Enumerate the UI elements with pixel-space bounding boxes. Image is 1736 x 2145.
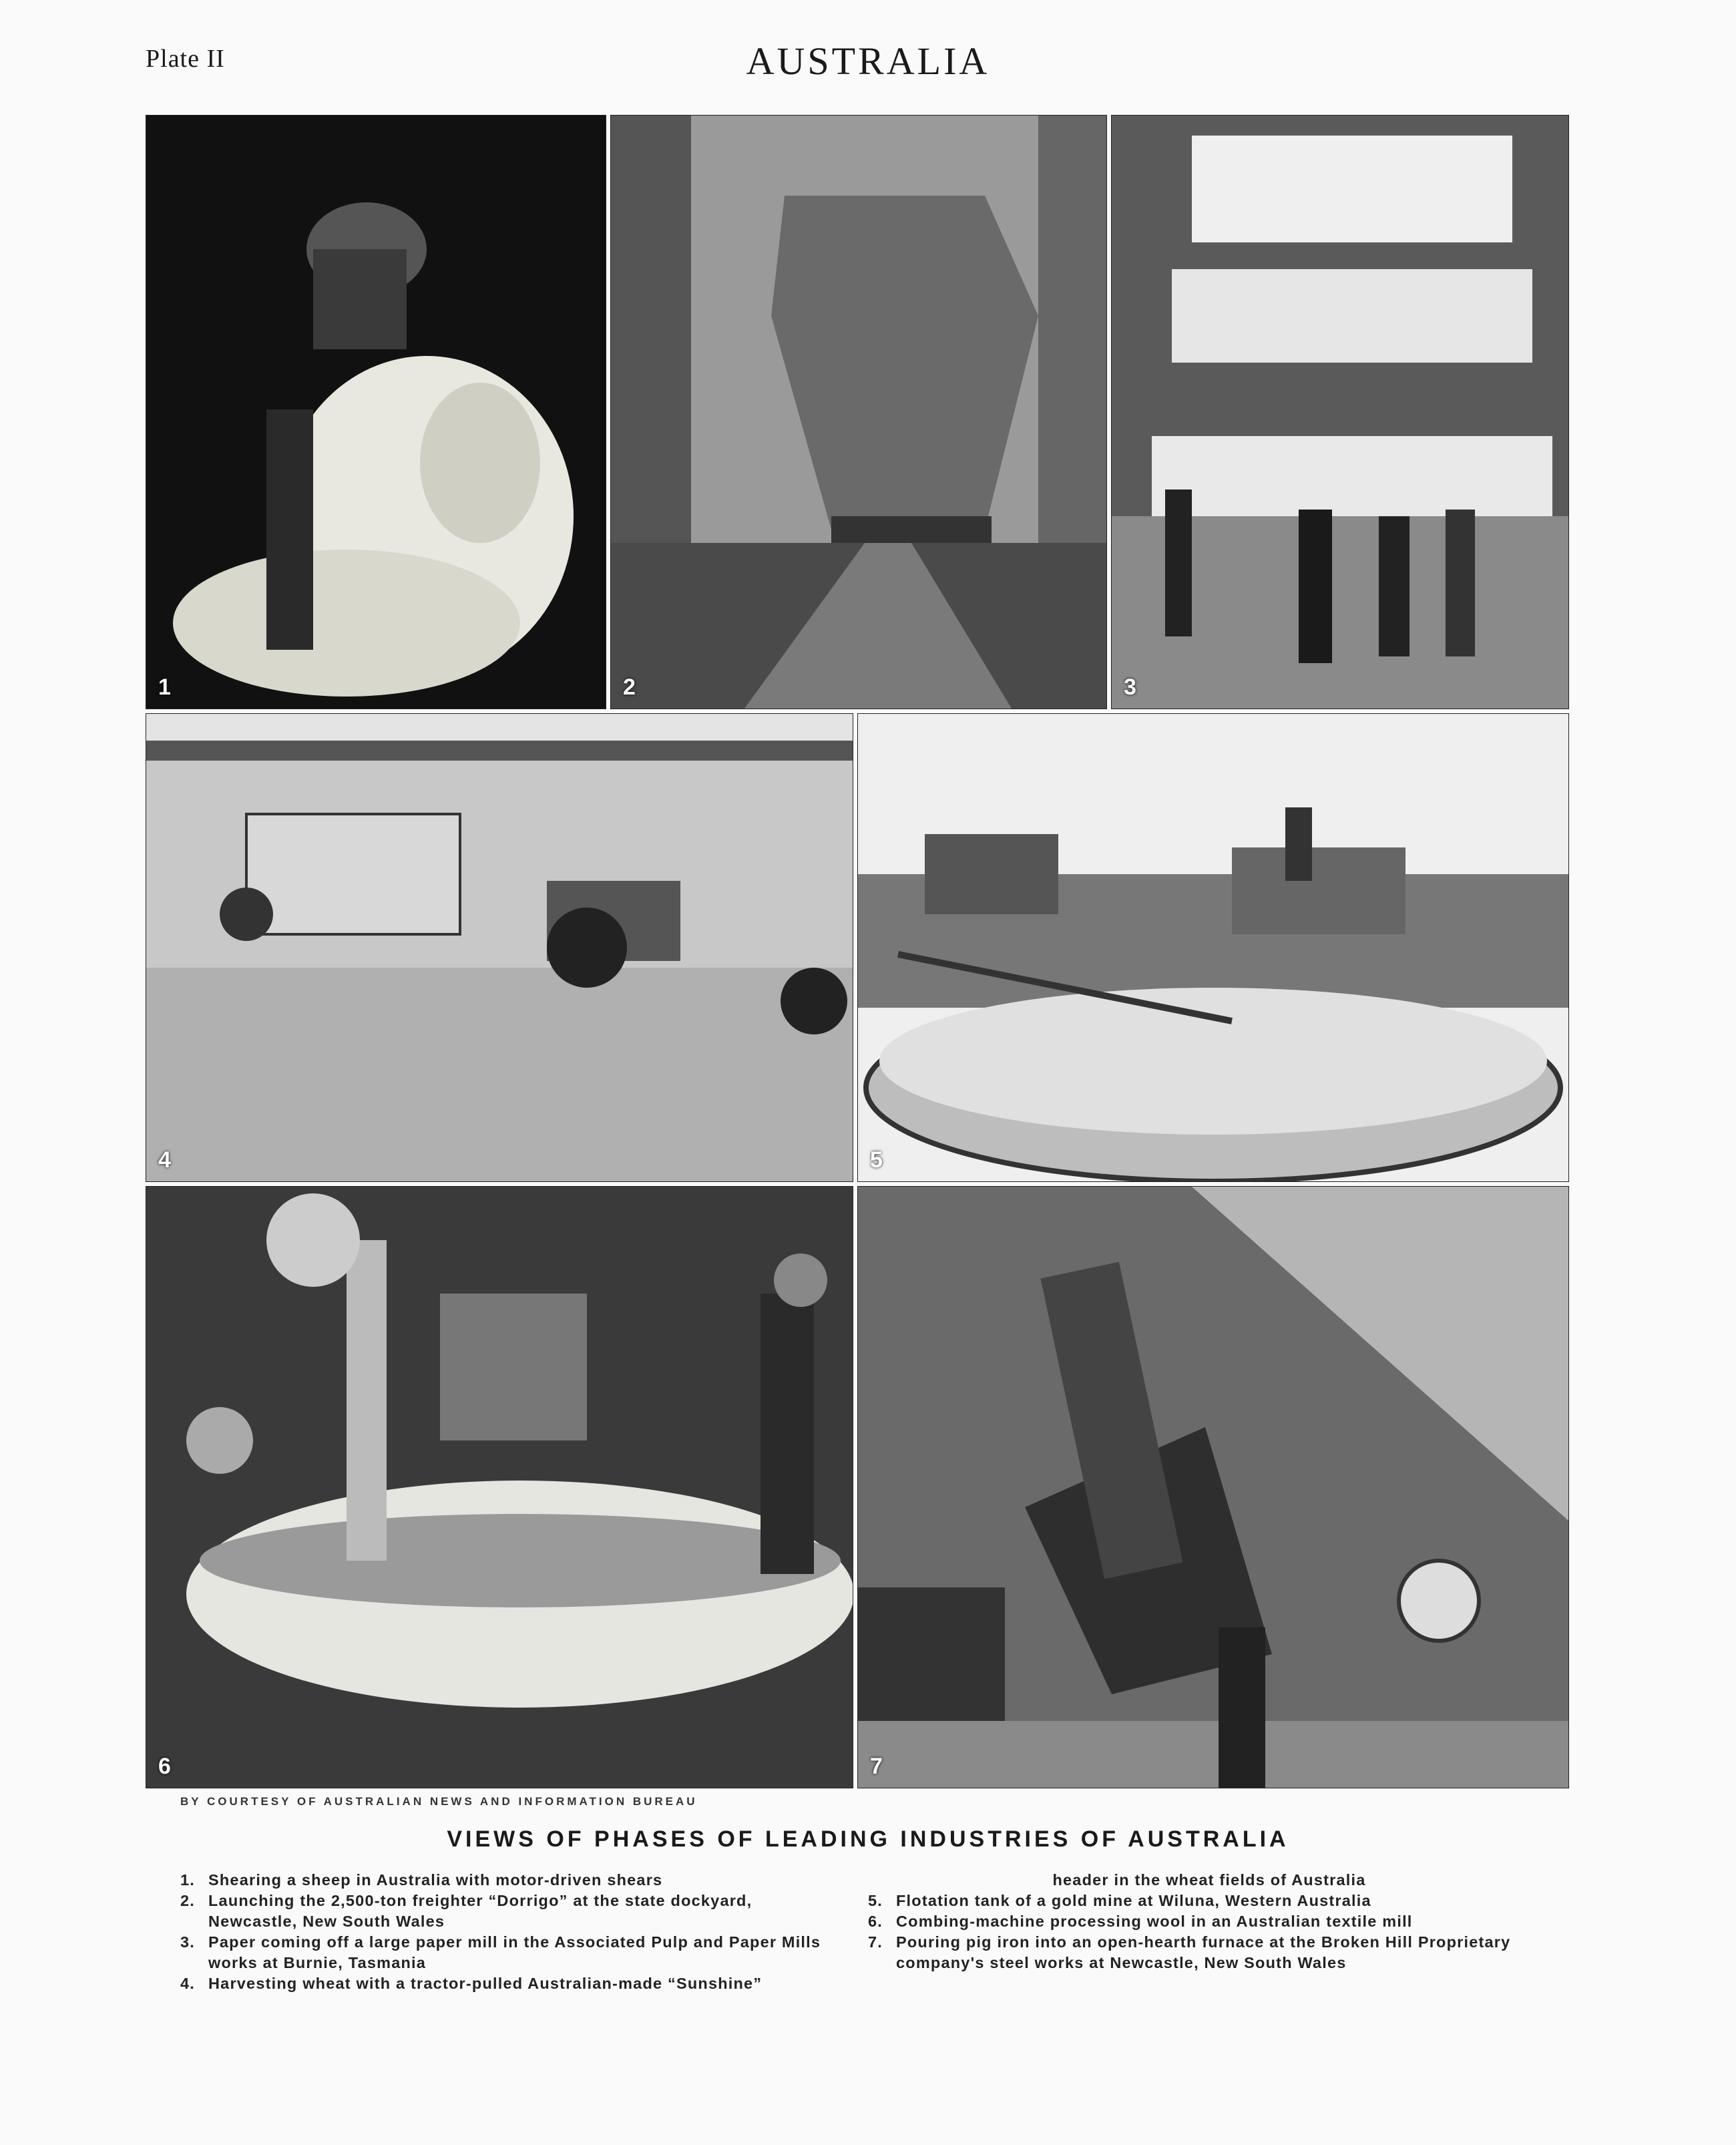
wheat-harvest-photo [146, 714, 853, 1181]
caption-6 [868, 1911, 1522, 1932]
photo-6 [146, 1186, 853, 1788]
caption-number: 1. [180, 1871, 195, 1889]
caption-2 [180, 1891, 841, 1932]
combing-machine-photo [146, 1187, 853, 1788]
photo-number: 6 [158, 1754, 171, 1779]
caption-number: 6. [868, 1913, 883, 1930]
photo-credit: BY COURTESY OF AUSTRALIAN NEWS AND INFORMATION BUREAU [180, 1795, 698, 1808]
caption-number: 3. [180, 1933, 195, 1951]
photo-number: 1 [158, 674, 171, 700]
captions-left-column [180, 1870, 841, 1994]
page-title: AUSTRALIA [746, 39, 990, 83]
caption-text: Combing-machine processing wool in an Australian textile mill [896, 1913, 1413, 1930]
photo-number: 5 [870, 1147, 883, 1173]
caption-7 [868, 1932, 1522, 1973]
photo-4 [146, 713, 853, 1182]
steel-works-photo [858, 1187, 1568, 1788]
caption-1 [180, 1870, 841, 1891]
caption-3 [180, 1932, 841, 1973]
photo-7 [857, 1186, 1569, 1788]
photo-5 [857, 713, 1569, 1182]
caption-text: Paper coming off a large paper mill in the Associated Pulp and Paper Mills works at Burnie, Tasmania [208, 1933, 821, 1971]
caption-number: 2. [180, 1892, 195, 1909]
sheep-shearing-photo [146, 116, 606, 709]
caption-text: Launching the 2,500-ton freighter “Dorrigo” at the state dockyard, Newcastle, New South Wales [208, 1892, 752, 1930]
caption-text: Flotation tank of a gold mine at Wiluna, Western Australia [896, 1892, 1371, 1909]
photo-number: 4 [158, 1147, 171, 1173]
caption-text: Shearing a sheep in Australia with motor-driven shears [208, 1871, 663, 1889]
captions-right-column [868, 1870, 1522, 1973]
caption-number: 7. [868, 1933, 883, 1951]
caption-number: 5. [868, 1892, 883, 1909]
plate-label: Plate II [146, 45, 225, 73]
photo-1 [146, 115, 606, 709]
photo-3 [1111, 115, 1569, 709]
captions-heading: VIEWS OF PHASES OF LEADING INDUSTRIES OF AUSTRALIA [447, 1826, 1289, 1852]
photo-number: 2 [623, 674, 636, 700]
caption-text: Harvesting wheat with a tractor-pulled Australian-made “Sunshine” [208, 1975, 763, 1992]
caption-number: 4. [180, 1975, 195, 1992]
photo-number: 7 [870, 1754, 883, 1779]
caption-text: Pouring pig iron into an open-hearth furnace at the Broken Hill Proprietary company's steel works at Newcastle, New South Wales [896, 1933, 1511, 1971]
flotation-tank-photo [858, 714, 1568, 1181]
photo-2 [610, 115, 1107, 709]
paper-mill-photo [1112, 116, 1568, 709]
caption-5 [868, 1891, 1522, 1911]
photo-number: 3 [1124, 674, 1136, 700]
caption-4-continued: header in the wheat fields of Australia [1052, 1871, 1366, 1889]
ship-launch-photo [611, 116, 1106, 709]
caption-4 [180, 1973, 841, 1994]
